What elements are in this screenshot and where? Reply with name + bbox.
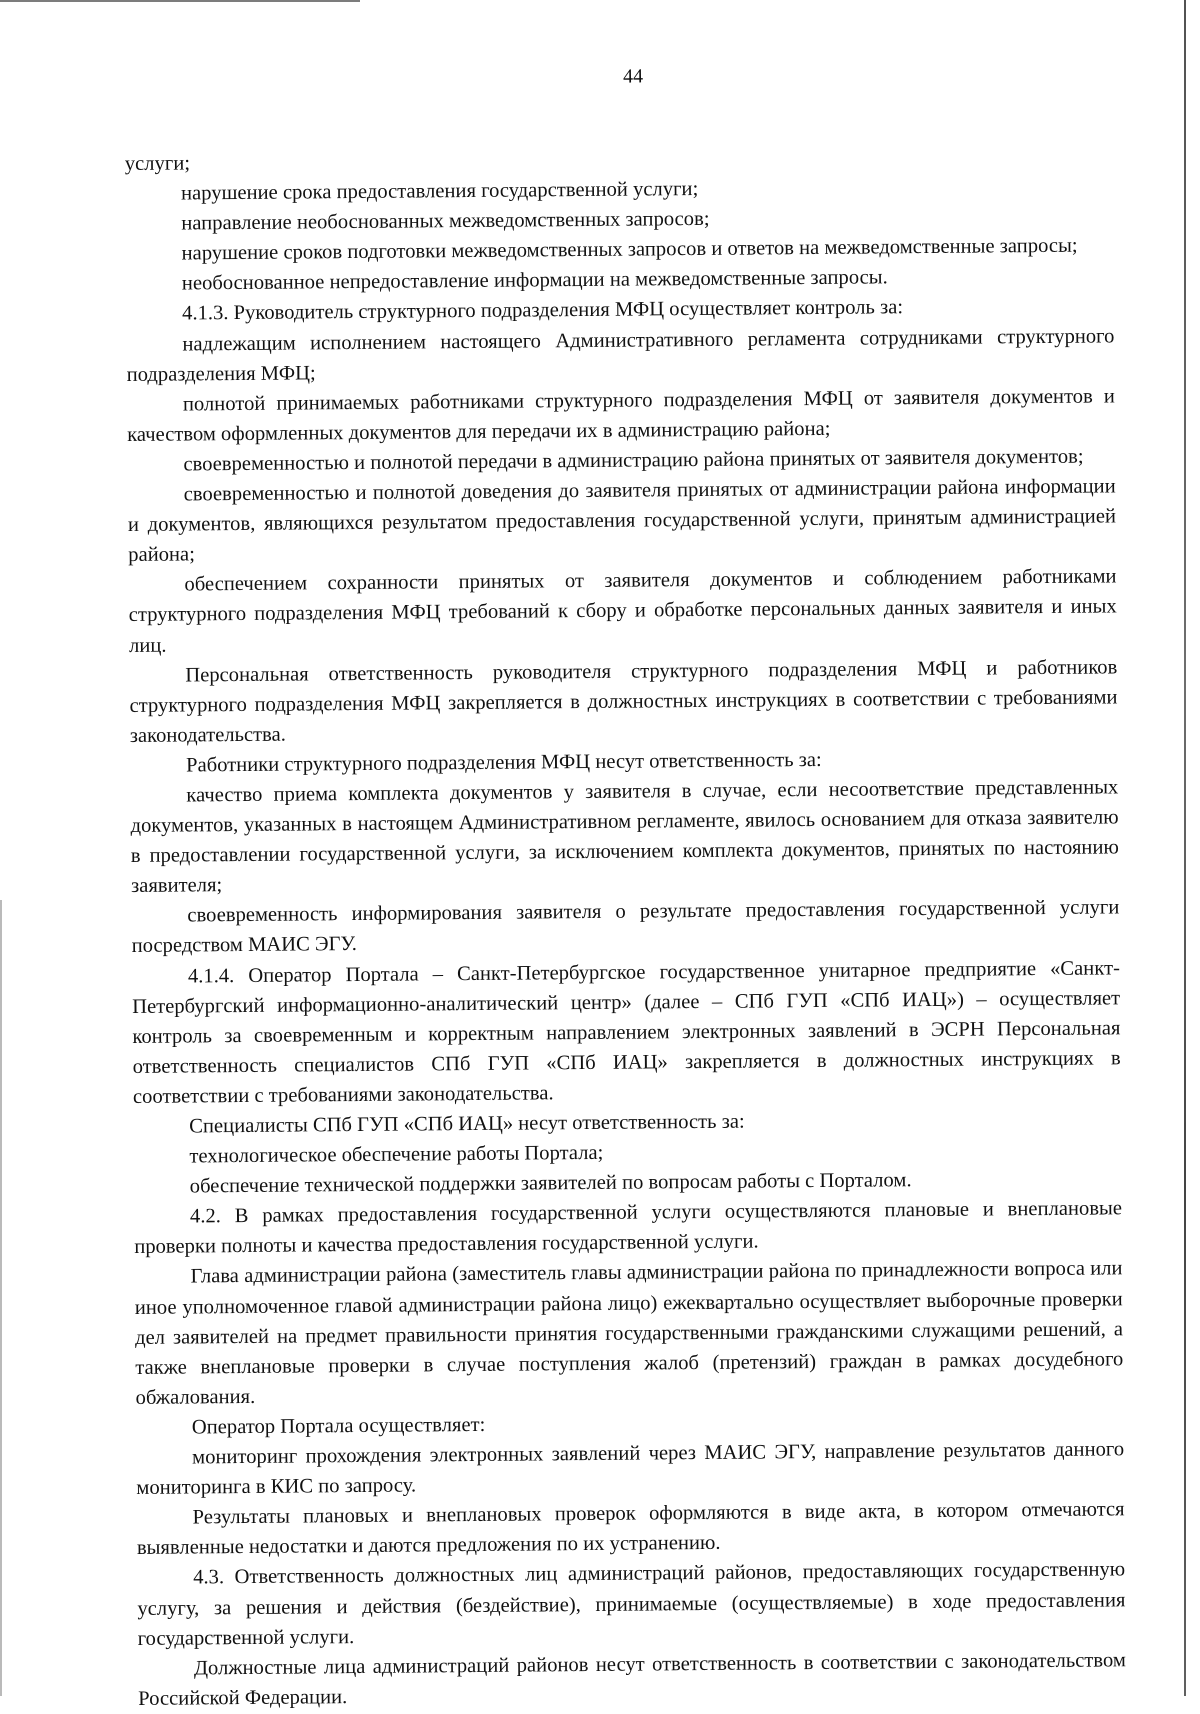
page-number: 44 <box>622 65 644 88</box>
paragraph: необоснованное непредоставление информации на межведомственные запросы. <box>181 266 888 295</box>
paragraph: своевременность информирования заявителя о результате предоставления государственной услуги посредством МАИС ЭГУ. <box>131 896 1120 958</box>
document-body <box>125 140 1127 1713</box>
paragraph: обеспечением сохранности принятых от заявителя документов и соблюдением работниками структурного подразделения МФЦ требований к сбору и обработке персональных данных заявителя и иных лиц. <box>128 565 1117 657</box>
paragraph: нарушение сроков подготовки межведомственных запросов и ответов на межведомственные запросы; <box>181 234 1078 265</box>
paragraph: 4.2. В рамках предоставления государственной услуги осуществляются плановые и внеплановые проверки полноты и качества предоставления государственной услуги. <box>134 1197 1123 1259</box>
paragraph: нарушение срока предоставления государственной услуги; <box>180 178 699 205</box>
paragraph: Специалисты СПб ГУП «СПб ИАЦ» несут ответственность за: <box>189 1110 745 1138</box>
paragraph: обеспечение технической поддержки заявителей по вопросам работы с Порталом. <box>189 1169 912 1198</box>
paragraph: 4.1.3. Руководитель структурного подразделения МФЦ осуществляет контроль за: <box>182 296 904 325</box>
paragraph: 4.1.4. Оператор Портала – Санкт-Петербургское государственное унитарное предприятие «Санкт-Петербургский информационно-аналитический центр» (далее – СПб ГУП «СПб ИАЦ») – осуществляет контроль за своевременным и корректным направлением электронных заявлений в ЭСРН Персональная ответственность специалистов СПб ГУП «СПб ИАЦ» закрепляется в должностных инструкциях в соответствии с требованиями законодательства. <box>132 956 1121 1108</box>
paragraph: технологическое обеспечение работы Портала; <box>189 1141 604 1168</box>
paragraph: качество приема комплекта документов у заявителя в случае, если несоответствие представленных документов, указанных в настоящем Административном регламенте, явилось основанием для отказа заявителю в предоставлении государственной услуги, за исключением комплекта документов, принятых по настоянию заявителя; <box>130 776 1119 898</box>
paragraph: надлежащим исполнением настоящего Административного регламента сотрудниками структурного подразделения МФЦ; <box>126 324 1115 386</box>
paragraph: Результаты плановых и внеплановых проверок оформляются в виде акта, в котором отмечаются выявленные недостатки и даются предложения по их устранению. <box>136 1498 1125 1560</box>
paragraph: своевременностью и полнотой доведения до заявителя принятых от администрации района информации и документов, являющихся результатом предоставления государственной услуги, принятым администрацией района; <box>127 475 1117 567</box>
scan-edge-left <box>0 900 2 1696</box>
document-page <box>124 61 1126 1713</box>
paragraph: Оператор Портала осуществляет: <box>191 1413 486 1439</box>
scan-edge-right <box>1184 0 1186 1696</box>
paragraph: Должностные лица администраций районов несут ответственность в соответствии с законодательством Российской Федерации. <box>138 1649 1127 1710</box>
paragraph: 4.3. Ответственность должностных лиц администраций районов, предоставляющих государственную услугу, за решения и действия (бездействие), принимаемые (осуществляемые) в ходе предоставления государственной услуги. <box>137 1558 1126 1650</box>
paragraph: Работники структурного подразделения МФЦ несут ответственность за: <box>185 748 822 777</box>
paragraph: услуги; <box>124 152 191 175</box>
paragraph: Персональная ответственность руководителя структурного подразделения МФЦ и работников структурного подразделения МФЦ закрепляется в должностных инструкциях в соответствии с требованиями законодательства. <box>129 655 1118 747</box>
paragraph: Глава администрации района (заместитель главы администрации района по принадлежности вопроса или иное уполномоченное главой администрации района лицо) ежеквартально осуществляет выборочные проверки дел заявителей на предмет правильности принятия государственными гражданскими служащими решений, а также внеплановые проверки в случае поступления жалоб (претензий) граждан в рамках досудебного обжалования. <box>134 1257 1124 1409</box>
paragraph: своевременностью и полнотой передачи в администрацию района принятых от заявителя документов; <box>183 445 1084 476</box>
paragraph: направление необоснованных межведомственных запросов; <box>181 208 710 235</box>
paragraph: полнотой принимаемых работниками структурного подразделения МФЦ от заявителя документов и качеством оформленных документов для передачи их в администрацию района; <box>127 385 1115 446</box>
paragraph: мониторинг прохождения электронных заявлений через МАИС ЭГУ, направление результатов данного мониторинга в КИС по запросу. <box>136 1438 1125 1500</box>
scan-edge-top <box>0 0 360 2</box>
